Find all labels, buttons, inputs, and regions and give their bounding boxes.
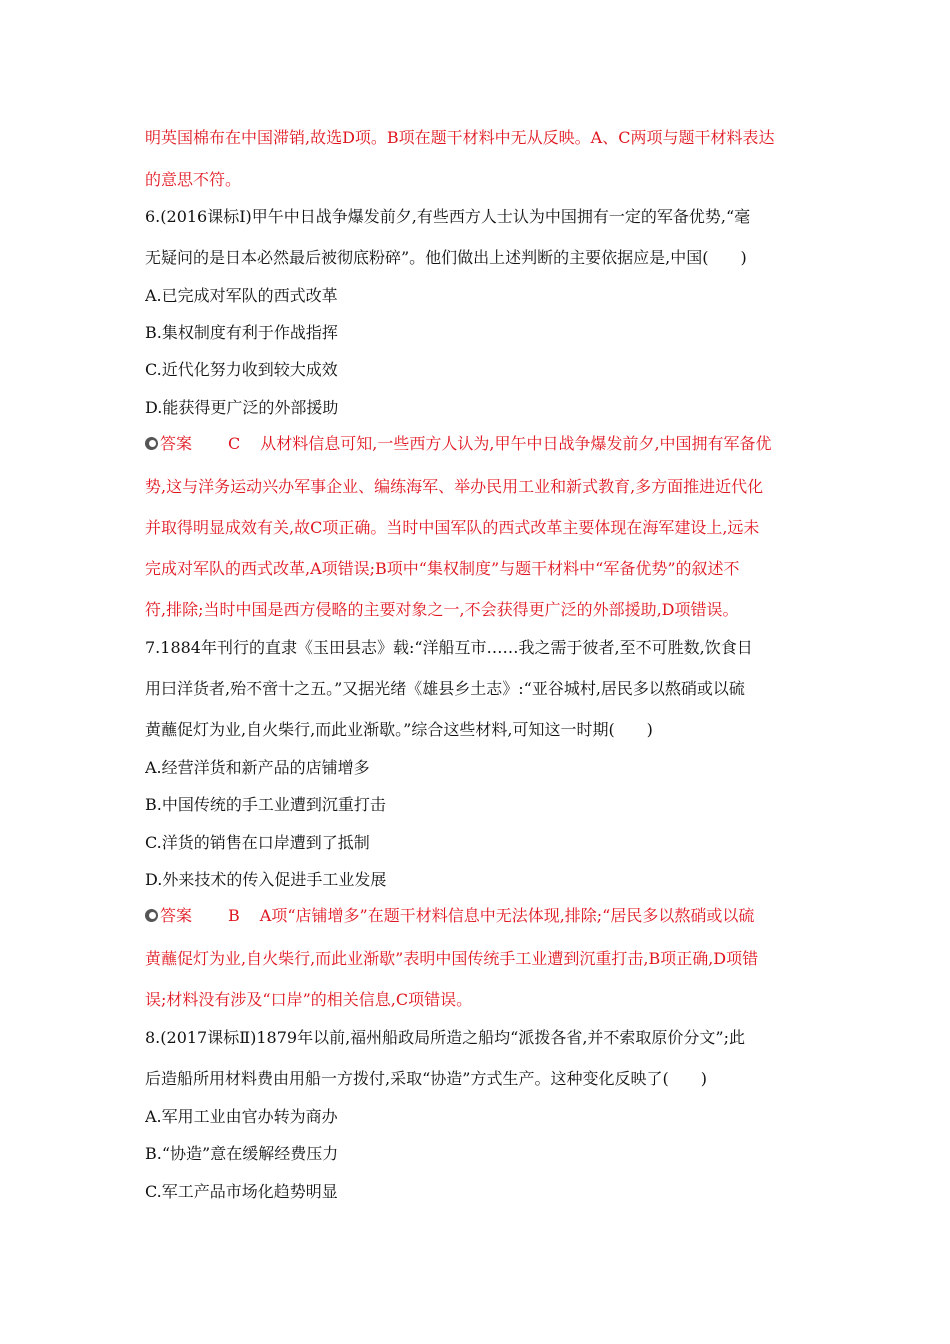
answer-key: C — [228, 434, 241, 453]
q7-option-d: D.外来技术的传入促进手工业发展 — [145, 870, 387, 889]
answer-label: 答案 — [160, 434, 193, 453]
q8-option-c: C.军工产品市场化趋势明显 — [145, 1182, 338, 1201]
q7-stem-line: 用曰洋货者,殆不啻十之五。”又据光绪《雄县乡土志》:“亚谷城村,居民多以熬硝或以硫 — [145, 679, 745, 698]
answer-key: B — [228, 906, 240, 925]
q5-answer-line: 明英国棉布在中国滞销,故选D项。B项在题干材料中无从反映。A、C两项与题干材料表达 — [145, 128, 775, 147]
q6-answer-row — [145, 434, 810, 454]
q7-option-c: C.洋货的销售在口岸遭到了抵制 — [145, 833, 370, 852]
q8-option-b: B.“协造”意在缓解经费压力 — [145, 1144, 339, 1163]
q7-option-b: B.中国传统的手工业遭到沉重打击 — [145, 795, 386, 814]
q8-stem-line: 8.(2017课标Ⅱ)1879年以前,福州船政局所造之船均“派拨各省,并不索取原价分文”;此 — [145, 1028, 745, 1047]
q7-stem-line: 黄蘸促灯为业,自火柴行,而此业渐歇。”综合这些材料,可知这一时期( ) — [145, 720, 653, 739]
answer-label: 答案 — [160, 906, 193, 925]
q7-stem-line: 7.1884年刊行的直隶《玉田县志》载:“洋船互市……我之需于彼者,至不可胜数,饮食日 — [145, 638, 753, 657]
q8-stem-line: 后造船所用材料费由用船一方拨付,采取“协造”方式生产。这种变化反映了( ) — [145, 1069, 707, 1088]
q7-answer-line: 黄蘸促灯为业,自火柴行,而此业渐歇”表明中国传统手工业遭到沉重打击,B项正确,D项错 — [145, 949, 759, 968]
q6-answer-line: 并取得明显成效有关,故C项正确。当时中国军队的西式改革主要体现在海军建设上,远未 — [145, 518, 760, 537]
q6-stem-line: 6.(2016课标Ⅰ)甲午中日战争爆发前夕,有些西方人士认为中国拥有一定的军备优势,“毫 — [145, 207, 751, 226]
q6-option-d: D.能获得更广泛的外部援助 — [145, 398, 339, 417]
q8-option-a: A.军用工业由官办转为商办 — [145, 1107, 338, 1126]
answer-marker-icon — [145, 909, 158, 922]
q6-option-c: C.近代化努力收到较大成效 — [145, 360, 338, 379]
q7-answer-row — [145, 906, 810, 926]
q7-option-a: A.经营洋货和新产品的店铺增多 — [145, 758, 370, 777]
q7-answer-line: 误;材料没有涉及“口岸”的相关信息,C项错误。 — [145, 990, 473, 1009]
q6-answer-line: 完成对军队的西式改革,A项错误;B项中“集权制度”与题干材料中“军备优势”的叙述不 — [145, 559, 740, 578]
q6-answer-text: 从材料信息可知,一些西方人认为,甲午中日战争爆发前夕,中国拥有军备优 — [260, 434, 772, 453]
q6-stem-line: 无疑问的是日本必然最后被彻底粉碎”。他们做出上述判断的主要依据应是,中国( ) — [145, 248, 747, 267]
q6-option-a: A.已完成对军队的西式改革 — [145, 286, 338, 305]
q6-answer-line: 势,这与洋务运动兴办军事企业、编练海军、举办民用工业和新式教育,多方面推进近代化 — [145, 477, 764, 496]
answer-marker-icon — [145, 437, 158, 450]
q6-answer-line: 符,排除;当时中国是西方侵略的主要对象之一,不会获得更广泛的外部援助,D项错误。 — [145, 600, 739, 619]
q6-option-b: B.集权制度有利于作战指挥 — [145, 323, 338, 342]
q5-answer-line: 的意思不符。 — [145, 170, 242, 189]
q7-answer-text: A项“店铺增多”在题干材料信息中无法体现,排除;“居民多以熬硝或以硫 — [259, 906, 755, 925]
